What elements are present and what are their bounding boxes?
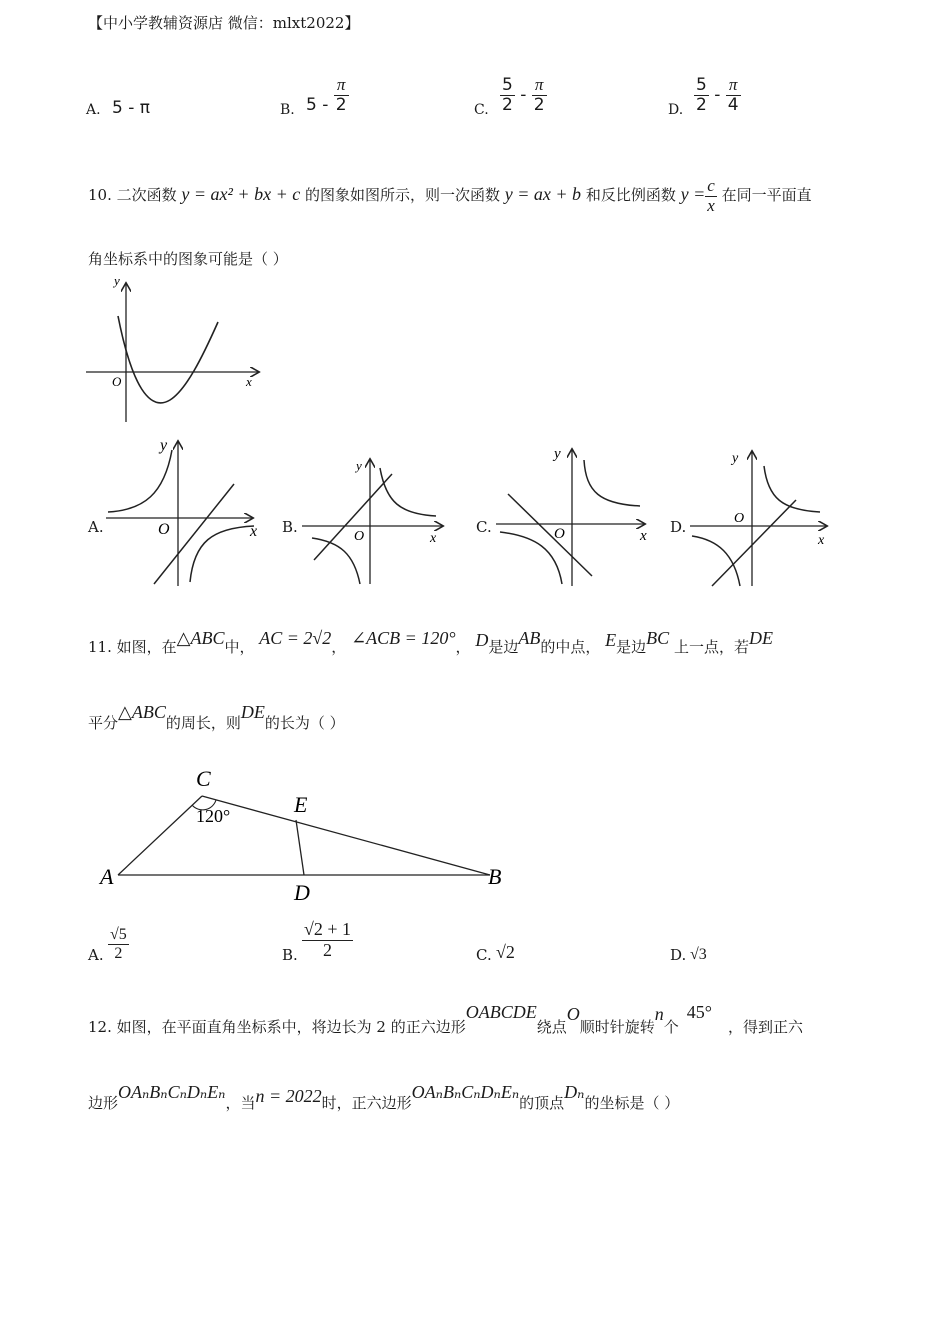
svg-text:x: x [818,533,825,548]
linear-line [712,500,796,586]
origin-label: O [112,374,122,389]
side-ac [118,796,202,875]
q12-stem-line2: 边形OAₙBₙCₙDₙEₙ，当n = 2022时，正六边形OAₙBₙCₙDₙEₙ的顶点Dₙ的坐标是（ ） [88,1082,680,1112]
parabola-curve [118,316,218,403]
svg-text:O: O [158,521,170,538]
hyperbola-branch [190,526,254,582]
q11-stem-line1: 11. 如图，在△ABC中， AC = 2√2， ∠ACB = 120°， D是边AB的中点， E是边BC 上一点，若DE [88,628,773,656]
segment-de [296,820,304,875]
svg-text:O: O [734,511,745,526]
q9-option-a-label: A. [86,102,101,118]
q11-option-a-label[interactable]: A. [88,946,104,964]
hyperbola-branch [380,468,436,516]
q10-option-a-label[interactable]: A. [88,518,104,536]
svg-text:120°: 120° [196,806,231,826]
q11-triangle-figure [92,760,522,906]
hyperbola-branch [500,532,562,584]
linear-line [508,494,592,576]
svg-text:D: D [294,880,310,905]
q11-option-b-value[interactable]: $\frac{√2 + 1}{2}$ [304,919,352,960]
q10-option-d-graph[interactable] [688,446,834,588]
svg-text:x: x [430,531,437,546]
q9-option-a-expr: 5 - π [112,98,150,118]
q10-option-b-graph[interactable] [300,452,450,588]
hyperbola-branch [312,538,360,584]
hyperbola-branch [692,536,740,586]
q11-option-d-value[interactable]: √3 [690,946,707,963]
svg-text:y: y [554,446,561,462]
q10-stem-line2: 角坐标系中的图象可能是（ ） [88,250,288,268]
x-axis-label: x [246,374,252,389]
hyperbola-branch [584,460,640,506]
q9-option-b-label: B. [280,102,295,118]
svg-text:y: y [356,458,362,473]
svg-text:B: B [488,864,502,889]
q11-option-c-label[interactable]: C. [476,946,492,964]
svg-text:A: A [100,864,114,889]
q9-option-c-label: C. [474,102,489,118]
svg-text:O: O [354,529,365,544]
header-watermark: 【中小学教辅资源店 微信：mlxt2022】 [88,14,360,32]
y-axis-label: y [114,273,120,288]
svg-text:C: C [196,766,211,791]
side-cb [202,796,490,875]
q10-option-c-graph[interactable] [494,442,660,588]
q10-option-d-label[interactable]: D. [670,518,687,536]
q11-stem-line2: 平分△ABC的周长，则DE的长为（ ） [88,702,345,732]
q10-option-a-graph[interactable] [104,432,264,588]
q10-stem-line1: 10. 二次函数 y = ax² + bx + c 的图象如图所示，则一次函数 y = ax + b 和反比例函数 y = $\frac{c}{x}$ 在同一平面直 [88,175,812,215]
svg-text:y: y [732,451,739,466]
q10-option-b-label[interactable]: B. [282,518,298,536]
q11-option-a-value[interactable]: $\frac{√5}{2}$ [110,926,127,962]
q12-stem-line1: 12. 如图，在平面直角坐标系中，将边长为 2 的正六边形OABCDE绕点O顺时针旋转n个45°，得到正六 [88,1002,803,1036]
svg-text:y: y [160,437,168,454]
q9-option-b-expr: 5 - $\frac{\pi}{2}$ [306,75,347,116]
q9-option-d-expr: $\frac{5}{2}$ - $\frac{\pi}{4}$ [696,75,739,115]
q11-option-b-label[interactable]: B. [282,946,298,964]
q9-option-d-label: D. [668,102,684,118]
svg-text:x: x [250,523,258,540]
hyperbola-branch [108,450,172,512]
svg-text:x: x [640,528,647,544]
q11-option-c-value[interactable]: √2 [496,942,515,962]
q11-option-d-label[interactable]: D. [670,946,687,964]
svg-text:E: E [294,792,308,817]
q10-main-graph [80,272,270,432]
q10-option-c-label[interactable]: C. [476,518,492,536]
svg-text:O: O [554,526,565,542]
linear-line [314,474,392,560]
q9-option-c-expr: $\frac{5}{2}$ - $\frac{\pi}{2}$ [502,75,545,115]
